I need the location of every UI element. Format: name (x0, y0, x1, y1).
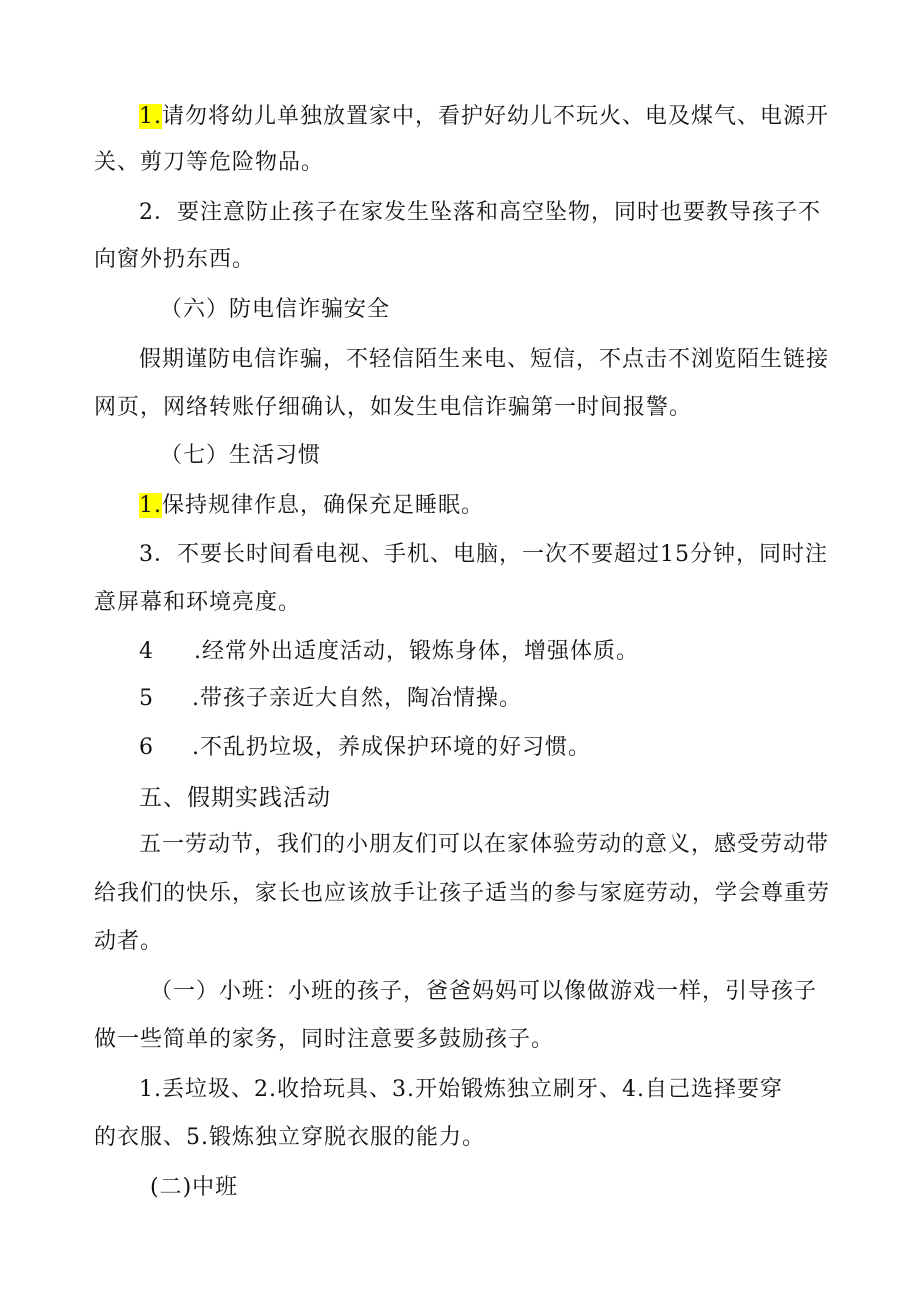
highlighted-list-number: 1. (139, 493, 162, 518)
paragraph-line: 五一劳动节，我们的小朋友们可以在家体验劳动的意义，感受劳动带 (139, 832, 830, 857)
list-item-line (139, 733, 591, 763)
paragraph-line: 动者。 (94, 929, 164, 954)
paragraph-line (139, 102, 829, 132)
paragraph-line: 1.丢垃圾、2.收拾玩具、3.开始锻炼独立刷牙、4.自己选择要穿 (139, 1077, 783, 1102)
section-subheading: (二)中班 (150, 1175, 239, 1200)
paragraph-line: 假期谨防电信诈骗，不轻信陌生来电、短信，不点击不浏览陌生链接 (139, 347, 830, 372)
paragraph-line: 向窗外扔东西。 (94, 247, 256, 272)
section-heading: 五、假期实践活动 (139, 785, 331, 811)
list-item-line (139, 684, 522, 714)
list-item-line (139, 637, 639, 667)
list-number: 4 (139, 639, 154, 664)
section-subheading: （七）生活习惯 (160, 443, 322, 468)
paragraph-line: 给我们的快乐，家长也应该放手让孩子适当的参与家庭劳动，学会尊重劳 (94, 881, 831, 906)
paragraph-line: 2．要注意防止孩子在家发生坠落和高空坠物，同时也要教导孩子不 (139, 200, 821, 225)
line-text: .经常外出适度活动，锻炼身体，增强体质。 (194, 639, 639, 664)
paragraph-line (139, 491, 484, 521)
highlighted-list-number: 1. (139, 104, 162, 129)
line-text: .不乱扔垃圾，养成保护环境的好习惯。 (192, 735, 591, 760)
list-number: 5 (139, 686, 154, 711)
line-text: 保持规律作息，确保充足睡眠。 (162, 493, 485, 518)
line-text: .带孩子亲近大自然，陶冶情操。 (192, 686, 522, 711)
paragraph-line: 关、剪刀等危险物品。 (94, 150, 325, 175)
paragraph-line: 的衣服、5.锻炼独立穿脱衣服的能力。 (94, 1125, 485, 1150)
paragraph-line: 意屏幕和环境亮度。 (94, 590, 302, 615)
section-subheading: （六）防电信诈骗安全 (160, 297, 391, 322)
paragraph-line: （一）小班：小班的孩子，爸爸妈妈可以像做游戏一样，引导孩子 (150, 979, 818, 1004)
line-text: 请勿将幼儿单独放置家中，看护好幼儿不玩火、电及煤气、电源开 (162, 104, 830, 129)
paragraph-line: 做一些简单的家务，同时注意要多鼓励孩子。 (94, 1027, 555, 1052)
paragraph-line: 网页，网络转账仔细确认，如发生电信诈骗第一时间报警。 (94, 395, 693, 420)
paragraph-line: 3．不要长时间看电视、手机、电脑，一次不要超过15分钟，同时注 (139, 542, 828, 567)
list-number: 6 (139, 735, 154, 760)
